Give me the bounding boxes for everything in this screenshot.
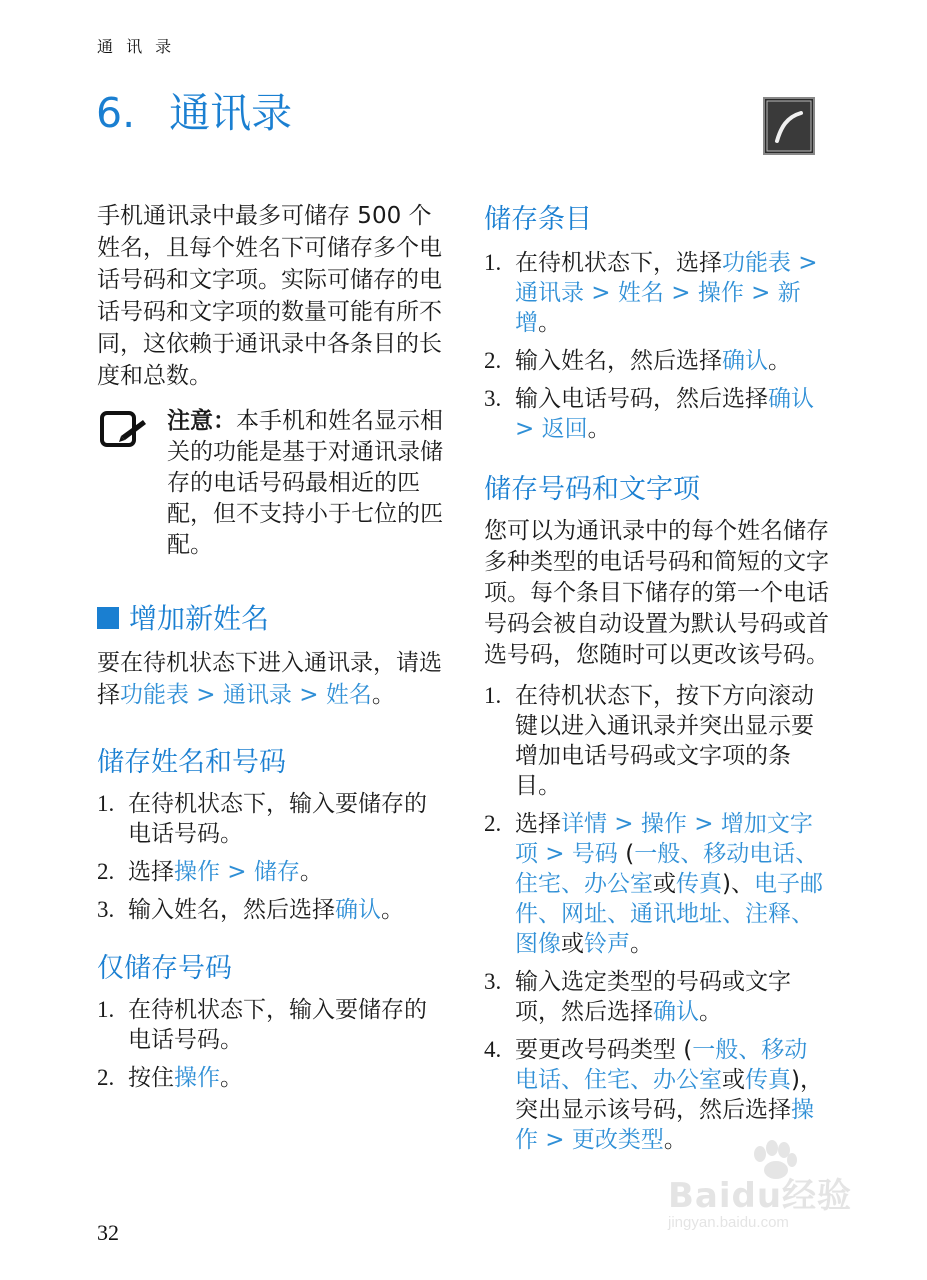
- step-number: 4.: [484, 1037, 502, 1062]
- link-note[interactable]: 注释: [745, 901, 791, 927]
- step-number: 3.: [97, 897, 115, 922]
- step-text: 输入姓名，然后选择: [515, 348, 722, 374]
- link-change-type[interactable]: 更改类型: [571, 1127, 664, 1153]
- comma: 、: [791, 901, 814, 927]
- phonebook-icon: [763, 97, 815, 155]
- link-general[interactable]: 一般: [692, 1037, 739, 1063]
- step-text: 输入电话号码，然后选择: [515, 386, 768, 412]
- step-text: 按住: [128, 1065, 174, 1091]
- list-item: [484, 681, 830, 801]
- subheading-save-entry: 储存条目: [484, 204, 592, 235]
- link-contacts[interactable]: 通讯录: [515, 280, 584, 306]
- list-item: [484, 809, 830, 959]
- link-ok[interactable]: 确认: [722, 348, 768, 374]
- chapter-title: [96, 86, 292, 140]
- sentence-end: 。: [381, 897, 404, 923]
- link-names[interactable]: 姓名: [325, 682, 372, 708]
- path-separator: >: [291, 682, 326, 708]
- list-item: [484, 967, 830, 1027]
- chapter-title-text: 通讯录: [169, 89, 293, 137]
- link-fax[interactable]: 传真: [676, 871, 722, 897]
- step-text: 在待机状态下，输入要储存的电话号码。: [128, 791, 427, 847]
- link-ok[interactable]: 确认: [653, 999, 699, 1025]
- step-number: 2.: [97, 859, 115, 884]
- step-number: 3.: [484, 969, 502, 994]
- conjunction: 或: [653, 871, 676, 897]
- note-label: 注意：: [167, 408, 236, 434]
- conjunction: 或: [722, 1067, 745, 1093]
- step-number: 2.: [484, 348, 502, 373]
- list-item: [97, 857, 447, 887]
- conjunction: 或: [561, 931, 584, 957]
- steps-save-entry: [484, 248, 830, 444]
- link-details[interactable]: 详情: [561, 811, 607, 837]
- step-text: 在待机状态下，输入要储存的电话号码。: [128, 997, 427, 1053]
- link-back[interactable]: 返回: [541, 416, 588, 442]
- watermark-brand: Baidu经验: [668, 1176, 853, 1216]
- link-email[interactable]: 电子邮件: [515, 871, 823, 927]
- sentence-end: 。: [768, 348, 791, 374]
- link-mobile[interactable]: 移动电话: [515, 1037, 808, 1093]
- list-item: [484, 346, 830, 376]
- link-ringtone[interactable]: 铃声: [584, 931, 630, 957]
- sentence-end: 。: [699, 999, 722, 1025]
- link-office[interactable]: 办公室: [653, 1067, 722, 1093]
- path-separator: >: [743, 280, 778, 306]
- step-number: 2.: [97, 1065, 115, 1090]
- comma: 、: [795, 841, 819, 867]
- subheading-save-numbers-text: 储存号码和文字项: [484, 474, 700, 505]
- subheading-save-number-only: 仅储存号码: [97, 953, 232, 984]
- step-text: 输入姓名，然后选择: [128, 897, 335, 923]
- left-column: [97, 200, 447, 1101]
- link-add-new[interactable]: 新增: [515, 280, 801, 336]
- step-number: 1.: [484, 683, 502, 708]
- link-web[interactable]: 网址: [561, 901, 607, 927]
- add-name-heading-text: 增加新姓名: [129, 602, 270, 635]
- path-separator: >: [584, 280, 618, 306]
- link-options[interactable]: 操作: [515, 1097, 814, 1153]
- path-separator: >: [538, 1127, 572, 1153]
- path-separator: >: [189, 682, 223, 708]
- link-general[interactable]: 一般: [634, 841, 681, 867]
- comma: 、: [722, 901, 745, 927]
- path-separator: >: [791, 250, 818, 276]
- link-fax[interactable]: 传真: [745, 1067, 791, 1093]
- paren: (: [617, 841, 635, 867]
- link-address[interactable]: 通讯地址: [630, 901, 722, 927]
- note-block: [97, 406, 447, 561]
- step-text: )，突出显示该号码，然后选择: [515, 1067, 823, 1123]
- step-number: 1.: [484, 250, 502, 275]
- comma: 、: [538, 901, 561, 927]
- comma: 、: [630, 1067, 653, 1093]
- step-number: 3.: [484, 386, 502, 411]
- list-item: [484, 1035, 830, 1155]
- step-text: 选择: [128, 859, 174, 885]
- steps-save-numbers-text: [484, 681, 830, 1155]
- step-text: 要更改号码类型 (: [515, 1037, 693, 1063]
- step-number: 1.: [97, 791, 115, 816]
- square-bullet-icon: [97, 607, 119, 629]
- sentence-end: 。: [220, 1065, 243, 1091]
- add-name-paragraph: [97, 647, 447, 711]
- list-item: [97, 895, 447, 925]
- path-separator: >: [538, 841, 572, 867]
- link-image[interactable]: 图像: [515, 931, 561, 957]
- chapter-number: 6.: [96, 89, 136, 137]
- sentence-end: 。: [630, 931, 653, 957]
- link-ok[interactable]: 确认: [335, 897, 381, 923]
- add-name-prefix: 要在待机状态下进入通讯录，请选择: [97, 650, 442, 708]
- steps-save-number-only: [97, 995, 447, 1093]
- comma: 、: [561, 1067, 584, 1093]
- link-options[interactable]: 操作: [640, 811, 687, 837]
- sentence-end: 。: [299, 859, 323, 885]
- sentence-end: 。: [663, 1127, 687, 1153]
- link-options[interactable]: 操作: [697, 280, 744, 306]
- step-number: 1.: [97, 997, 115, 1022]
- path-separator: >: [686, 811, 721, 837]
- list-item: [484, 384, 830, 444]
- numbers-text-intro: 您可以为通讯录中的每个姓名储存多种类型的电话号码和简短的文字项。每个条目下储存的第一个电话号码会被自动设置为默认号码或首选号码，您随时可以更改该号码。: [484, 518, 829, 668]
- comma: 、: [738, 1037, 762, 1063]
- list-item: [97, 789, 447, 849]
- link-menu[interactable]: 功能表: [120, 682, 189, 708]
- note-text: [167, 406, 447, 561]
- comma: 、: [561, 871, 584, 897]
- link-options[interactable]: 操作: [174, 859, 220, 885]
- section-heading-add-name: [97, 599, 447, 639]
- note-body: 本手机和姓名显示相关的功能是基于对通讯录储存的电话号码最相近的匹配，但不支持小于七位的匹配。: [167, 408, 443, 558]
- link-names[interactable]: 姓名: [617, 280, 664, 306]
- step-text: 在待机状态下，按下方向滚动键以进入通讯录并突出显示要增加电话号码或文字项的条目。: [515, 683, 814, 799]
- paren: )、: [722, 871, 754, 897]
- link-number[interactable]: 号码: [571, 841, 618, 867]
- step-text: 在待机状态下，选择: [515, 250, 722, 276]
- note-pencil-icon: [99, 410, 147, 450]
- link-ok[interactable]: 确认: [768, 386, 814, 412]
- sentence-end: 。: [587, 416, 611, 442]
- link-home[interactable]: 住宅: [515, 871, 561, 897]
- subheading-save-name-number: 储存姓名和号码: [97, 747, 286, 778]
- link-home[interactable]: 住宅: [584, 1067, 630, 1093]
- intro-paragraph: 手机通讯录中最多可储存 500 个姓名，且每个姓名下可储存多个电话号码和文字项。实际可储存的电话号码和文字项的数量可能有所不同，这依赖于通讯录中各条目的长度和总数。: [97, 203, 442, 389]
- step-text: 输入选定类型的号码或文字项，然后选择: [515, 969, 791, 1025]
- step-text: 选择: [515, 811, 561, 837]
- right-column: [484, 200, 830, 1163]
- link-menu[interactable]: 功能表: [722, 250, 791, 276]
- path-separator: >: [515, 416, 542, 442]
- list-item: [484, 248, 830, 338]
- path-separator: >: [607, 811, 641, 837]
- comma: 、: [607, 901, 630, 927]
- path-separator: >: [663, 280, 698, 306]
- baidu-watermark: [668, 1140, 868, 1250]
- page-number: 32: [97, 1220, 119, 1245]
- link-add-text-item[interactable]: 增加文字项: [515, 811, 813, 867]
- list-item: [97, 995, 447, 1055]
- link-office[interactable]: 办公室: [584, 871, 653, 897]
- link-save[interactable]: 储存: [253, 859, 300, 885]
- watermark-url: jingyan.baidu.com: [668, 1214, 789, 1231]
- link-mobile[interactable]: 移动电话: [703, 841, 796, 867]
- link-contacts[interactable]: 通讯录: [222, 682, 292, 708]
- comma: 、: [680, 841, 704, 867]
- path-separator: >: [220, 859, 254, 885]
- list-item: [97, 1063, 447, 1093]
- sentence-end: 。: [538, 310, 561, 336]
- running-header: 通 讯 录: [97, 37, 176, 56]
- link-options[interactable]: 操作: [174, 1065, 220, 1091]
- sentence-end: 。: [371, 682, 395, 708]
- steps-save-name-number: [97, 789, 447, 925]
- step-number: 2.: [484, 811, 502, 836]
